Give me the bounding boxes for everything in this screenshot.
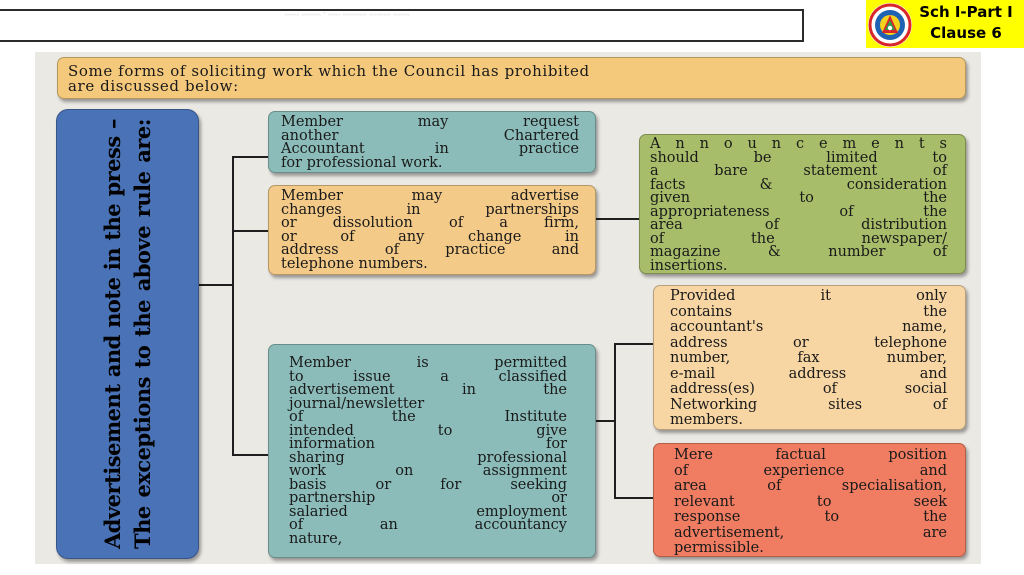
exceptions-side-box bbox=[56, 109, 199, 559]
box4-line: appropriateness of the bbox=[650, 203, 947, 220]
connector-right-spine bbox=[614, 343, 616, 499]
box3-line: of the Institute bbox=[289, 409, 567, 425]
box4-line: area of distribution bbox=[650, 217, 947, 233]
box1-line: Member may request bbox=[281, 114, 579, 130]
intro-line-2: are discussed below: bbox=[68, 77, 239, 95]
box6-line: advertisement, are bbox=[674, 524, 947, 541]
box3-line: journal/newsletter bbox=[289, 395, 425, 412]
box5-line: accountant's name, bbox=[670, 319, 947, 335]
box5-line: address or telephone bbox=[670, 334, 947, 351]
box2-line: or dissolution of a firm, bbox=[281, 215, 579, 231]
badge-line-1: Sch I-Part I bbox=[919, 3, 1013, 21]
side-label-line-2: The exceptions to the above rule are: bbox=[129, 119, 155, 549]
institute-logo bbox=[868, 3, 912, 47]
box6-line: area of specialisation, bbox=[674, 478, 947, 494]
box4-line: insertions. bbox=[650, 257, 728, 274]
box3-line: Member is permitted bbox=[289, 355, 567, 371]
connector-spine bbox=[232, 156, 234, 455]
box3-line: information for bbox=[289, 436, 567, 452]
box6-line: response to the bbox=[674, 509, 947, 525]
box5-line: Networking sites of bbox=[670, 396, 947, 413]
connector-to-box1 bbox=[232, 156, 268, 158]
box4-line: A n n o u n c e m e n t s bbox=[650, 136, 947, 152]
connector-box3-stub bbox=[596, 420, 616, 422]
box3-line: of an accountancy bbox=[289, 517, 567, 533]
box5-line: address(es) of social bbox=[670, 381, 947, 397]
provided-contains-box bbox=[653, 285, 966, 430]
request-ca-box bbox=[268, 111, 596, 173]
title-bar-text: ...... ........ · ..... .......... ......... ....... bbox=[285, 10, 411, 17]
announcements-box bbox=[639, 134, 966, 274]
box5-line: Provided it only bbox=[670, 288, 947, 304]
box5-line: members. bbox=[670, 412, 743, 428]
box4-line: facts & consideration bbox=[650, 176, 947, 193]
box2-line: address of practice and bbox=[281, 242, 579, 258]
box5-line: e-mail address and bbox=[670, 365, 947, 382]
box2-line: or of any change in bbox=[281, 228, 579, 245]
box1-line: for professional work. bbox=[281, 154, 443, 171]
box4-line: of the newspaper/ bbox=[650, 230, 947, 247]
connector-side-to-spine bbox=[199, 284, 233, 286]
box4-line: should be limited to bbox=[650, 149, 947, 166]
box3-line: work on assignment bbox=[289, 463, 567, 479]
connector-to-box5 bbox=[614, 343, 653, 345]
advertise-changes-box bbox=[268, 185, 596, 275]
box1-line: another Chartered bbox=[281, 127, 579, 144]
box5-line: number, fax number, bbox=[670, 350, 947, 366]
box6-line: Mere factual position bbox=[674, 447, 947, 463]
box3-line: partnership or bbox=[289, 490, 567, 506]
box2-line: telephone numbers. bbox=[281, 255, 428, 272]
intro-line-1: Some forms of soliciting work which the Council has prohibited bbox=[68, 62, 590, 80]
box3-line: sharing professional bbox=[289, 449, 567, 466]
box3-line: basis or for seeking bbox=[289, 476, 567, 493]
side-label-line-1: Advertisement and note in the press – bbox=[99, 119, 125, 549]
box6-line: of experience and bbox=[674, 462, 947, 479]
exceptions-side-label bbox=[98, 119, 158, 549]
intro-box bbox=[57, 57, 966, 99]
badge-line-2: Clause 6 bbox=[930, 24, 1002, 42]
box6-line: permissible. bbox=[674, 540, 764, 556]
institute-logo-icon bbox=[868, 3, 912, 47]
connector-to-box6 bbox=[614, 497, 653, 499]
factual-position-box bbox=[653, 443, 966, 557]
box5-line: contains the bbox=[670, 303, 947, 320]
box1-line: Accountant in practice bbox=[281, 141, 579, 157]
box2-line: Member may advertise bbox=[281, 188, 579, 204]
box3-line: intended to give bbox=[289, 422, 567, 439]
box4-line: given to the bbox=[650, 190, 947, 206]
connector-to-box2 bbox=[232, 230, 268, 232]
classified-ad-box bbox=[268, 344, 596, 558]
connector-to-box3 bbox=[232, 454, 268, 456]
box3-line: nature, bbox=[289, 530, 343, 547]
box4-line: magazine & number of bbox=[650, 244, 947, 260]
connector-box2-to-box4 bbox=[596, 218, 639, 220]
box3-line: to issue a classified bbox=[289, 368, 567, 385]
box2-line: changes in partnerships bbox=[281, 201, 579, 218]
box6-line: relevant to seek bbox=[674, 493, 947, 510]
box4-line: a bare statement of bbox=[650, 163, 947, 179]
box3-line: advertisement in the bbox=[289, 382, 567, 398]
box3-line: salaried employment bbox=[289, 503, 567, 520]
badge-text bbox=[912, 2, 1020, 44]
